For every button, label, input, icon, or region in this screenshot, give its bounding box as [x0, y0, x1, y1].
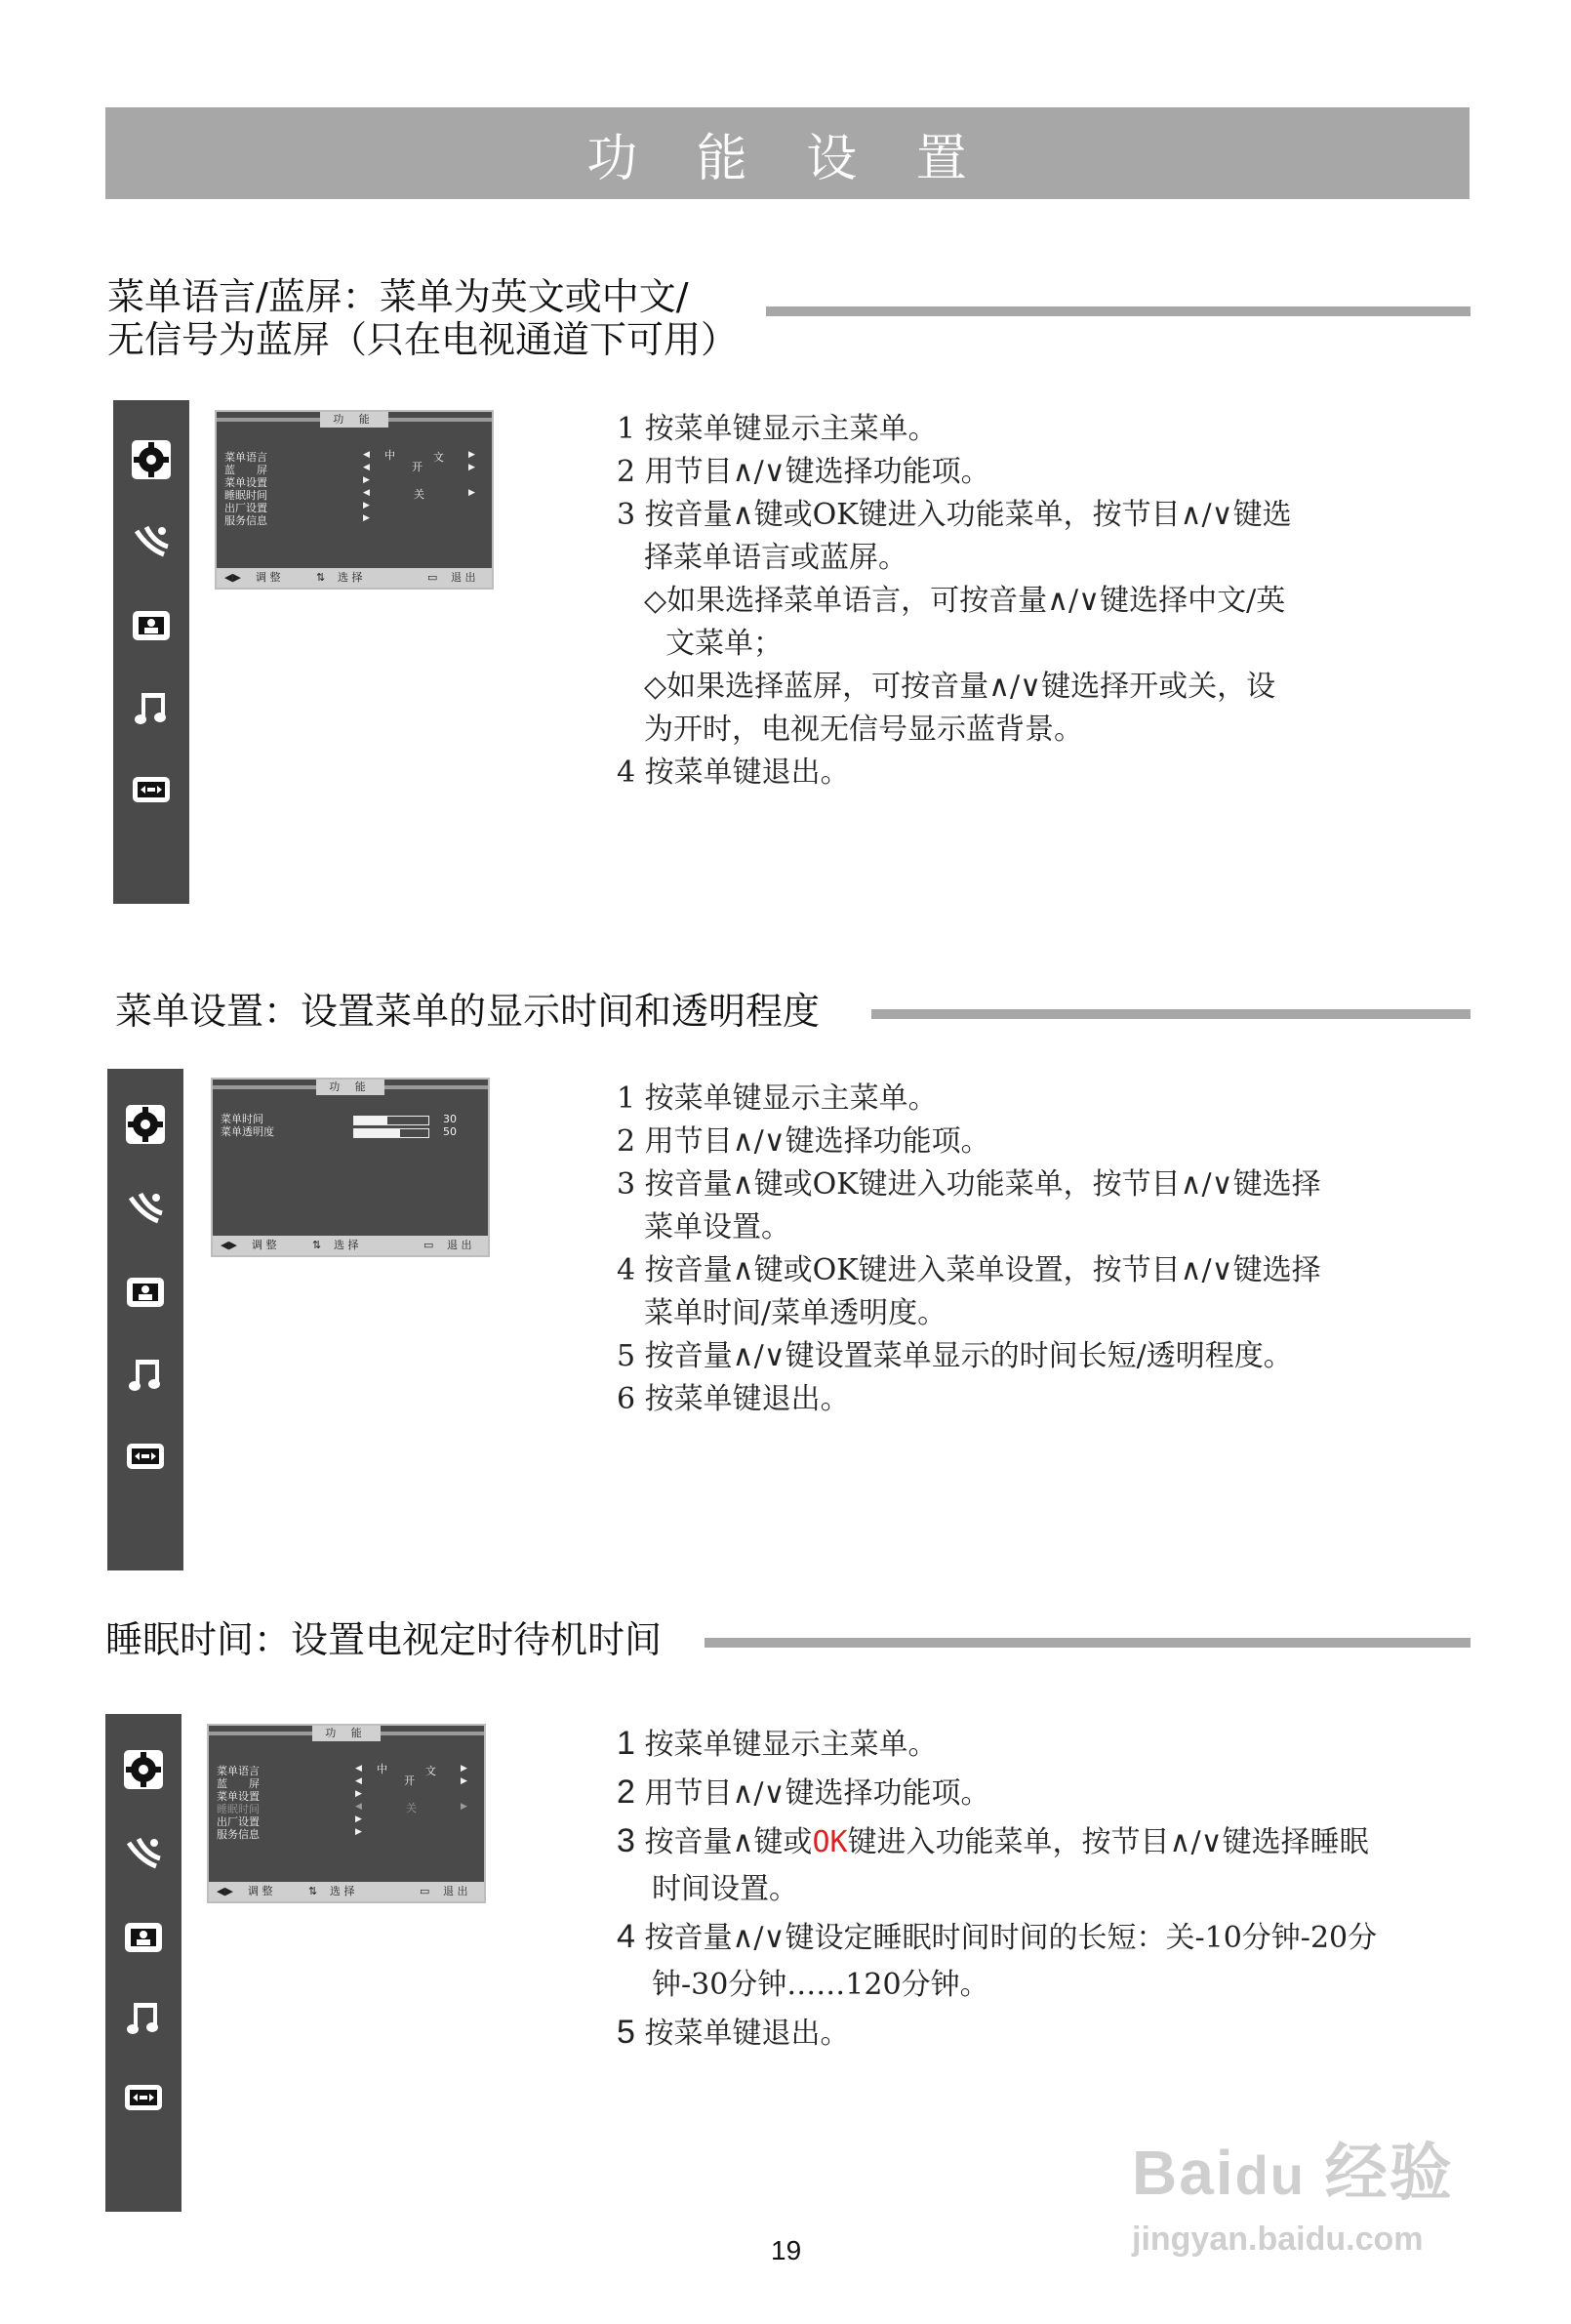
- section1-steps: [617, 408, 1475, 795]
- step-text: 钟-30分钟……120分钟。: [652, 1968, 989, 2002]
- page-title: 功 能 设 置: [586, 129, 988, 188]
- menu-time-value: 30: [443, 1113, 457, 1125]
- up-down-arrows-icon: ⇅: [316, 571, 326, 584]
- osd-value-on: 开: [412, 461, 423, 473]
- osd-value-chinese-a: 中: [377, 1763, 387, 1775]
- step-text: 键进入功能菜单，按节目∧/∨键选择睡眠: [847, 1825, 1369, 1859]
- step-text: 时间设置。: [652, 1872, 798, 1906]
- menu-time-slider[interactable]: [353, 1116, 429, 1125]
- right-arrow-icon[interactable]: ▶: [468, 463, 475, 472]
- section3-rule: [705, 1638, 1470, 1648]
- step-text: 3 按音量∧键或OK键进入功能菜单，按节目∧/∨键选择: [617, 1167, 1321, 1202]
- osd-value-chinese-b: 文: [425, 1765, 436, 1777]
- picture-icon: [121, 1268, 170, 1317]
- left-right-arrows-icon: ◀▶: [221, 1239, 237, 1251]
- picture-icon: [119, 1913, 168, 1962]
- osd-item-menu-setting[interactable]: 菜单设置: [224, 476, 267, 489]
- osd-item-menu-language[interactable]: 菜单语言: [217, 1765, 260, 1777]
- osd-item-blue-screen[interactable]: 蓝 屏: [224, 464, 267, 476]
- music-note-icon: [127, 683, 176, 732]
- section3-menu-sidebar: [105, 1714, 181, 2212]
- osd-footer-adjust: 调 整: [248, 1885, 273, 1897]
- osd-value-chinese-a: 中: [384, 449, 395, 462]
- step-1: [617, 1720, 1475, 1769]
- section2-steps: [617, 1078, 1475, 1421]
- step-2: [617, 1769, 1475, 1817]
- step-text: 2 用节目∧/∨键选择功能项。: [617, 455, 990, 489]
- right-arrow-icon[interactable]: ▶: [461, 1802, 467, 1812]
- section2-heading: 菜单设置：设置菜单的显示时间和透明程度: [115, 990, 821, 1033]
- gear-icon: [119, 1745, 168, 1794]
- step-text: 择菜单语言或蓝屏。: [644, 541, 907, 575]
- step-5: [617, 2009, 1475, 2058]
- osd-item-factory-reset[interactable]: 出厂设置: [217, 1815, 260, 1828]
- signal-icon: [119, 1829, 168, 1878]
- osd-item-menu-language[interactable]: 菜单语言: [224, 451, 267, 464]
- osd-footer-exit: 退 出: [443, 1885, 468, 1897]
- step-number: 3: [617, 1822, 635, 1859]
- step-text: 按菜单键显示主菜单。: [644, 1728, 938, 1762]
- section2-osd-menu: [211, 1078, 490, 1257]
- gear-icon: [127, 435, 176, 484]
- left-arrow-icon[interactable]: ◀: [355, 1776, 362, 1786]
- right-arrow-icon[interactable]: ▶: [468, 488, 475, 498]
- osd-value-off: 关: [406, 1802, 417, 1814]
- right-arrow-icon[interactable]: ▶: [461, 1764, 467, 1774]
- osd-value-chinese-b: 文: [433, 451, 444, 464]
- step-number: 2: [617, 1774, 635, 1811]
- step-number: 4: [617, 1918, 635, 1955]
- osd-title: 功 能: [320, 412, 388, 428]
- step-text: 为开时，电视无信号显示蓝背景。: [644, 713, 1083, 747]
- step-text: 文菜单；: [665, 627, 783, 661]
- osd-footer-select: 选 择: [334, 1239, 359, 1251]
- music-note-icon: [119, 1993, 168, 2042]
- step-text: 菜单设置。: [644, 1210, 790, 1244]
- function-icon: [121, 1432, 170, 1481]
- osd-footer: [217, 568, 492, 588]
- music-note-icon: [121, 1350, 170, 1399]
- right-arrow-icon[interactable]: ▶: [355, 1827, 362, 1837]
- left-arrow-icon[interactable]: ◀: [363, 450, 370, 460]
- section2-menu-sidebar: [107, 1069, 183, 1570]
- step-text: 4 按音量∧键或OK键进入菜单设置，按节目∧/∨键选择: [617, 1253, 1321, 1287]
- signal-icon: [127, 517, 176, 566]
- step-number: 5: [617, 2014, 635, 2051]
- right-arrow-icon[interactable]: ▶: [363, 501, 370, 510]
- osd-footer-exit: 退 出: [451, 571, 476, 584]
- step-number: 1: [617, 1725, 635, 1762]
- gear-icon: [121, 1100, 170, 1149]
- section1-menu-sidebar: [113, 400, 189, 904]
- left-right-arrows-icon: ◀▶: [217, 1885, 233, 1897]
- section1-rule: [766, 306, 1470, 316]
- section2-rule: [871, 1009, 1470, 1019]
- right-arrow-icon[interactable]: ▶: [355, 1789, 362, 1799]
- osd-item-sleep-time[interactable]: 睡眠时间: [224, 489, 267, 502]
- osd-item-sleep-time[interactable]: 睡眠时间: [217, 1803, 260, 1815]
- right-arrow-icon[interactable]: ▶: [363, 475, 370, 485]
- osd-title: 功 能: [316, 1080, 384, 1095]
- step-text: 用节目∧/∨键选择功能项。: [644, 1776, 990, 1811]
- osd-item-menu-setting[interactable]: 菜单设置: [217, 1790, 260, 1803]
- osd-value-on: 开: [404, 1774, 415, 1787]
- step-text: 5 按音量∧/∨键设置菜单显示的时间长短/透明程度。: [617, 1339, 1293, 1373]
- step-text: 菜单时间/菜单透明度。: [644, 1296, 947, 1330]
- osd-footer-adjust: 调 整: [252, 1239, 277, 1251]
- left-arrow-icon[interactable]: ◀: [363, 463, 370, 472]
- menu-transparency-slider-fill: [354, 1129, 400, 1137]
- section1-heading-line1: 菜单语言/蓝屏：菜单为英文或中文/: [107, 275, 689, 318]
- left-right-arrows-icon: ◀▶: [224, 571, 241, 584]
- osd-item-menu-transparency[interactable]: 菜单透明度: [221, 1125, 274, 1138]
- step-4: [617, 1913, 1475, 1962]
- osd-footer-select: 选 择: [338, 571, 363, 584]
- step-text: 按音量∧/∨键设定睡眠时间时间的长短：关-10分钟-20分: [644, 1921, 1378, 1955]
- osd-footer-select: 选 择: [330, 1885, 355, 1897]
- menu-transparency-slider[interactable]: [353, 1128, 429, 1138]
- baidu-logo-watermark: Baidu 经验: [1132, 2138, 1454, 2208]
- watermark-url: jingyan.baidu.com: [1132, 2221, 1424, 2258]
- step-text: 4 按菜单键退出。: [617, 755, 850, 790]
- left-arrow-icon[interactable]: ◀: [355, 1764, 362, 1774]
- ok-key-text: OK: [812, 1825, 848, 1859]
- section1-heading-line2: 无信号为蓝屏（只在电视通道下可用）: [107, 318, 739, 361]
- osd-item-service-info[interactable]: 服务信息: [224, 514, 267, 527]
- signal-icon: [121, 1184, 170, 1233]
- menu-time-slider-fill: [354, 1117, 387, 1124]
- section3-steps: [617, 1720, 1475, 2058]
- up-down-arrows-icon: ⇅: [312, 1239, 322, 1251]
- right-arrow-icon[interactable]: ▶: [363, 513, 370, 523]
- step-text: 2 用节目∧/∨键选择功能项。: [617, 1124, 990, 1159]
- section3-heading: 睡眠时间：设置电视定时待机时间: [105, 1618, 663, 1661]
- page-number: 19: [771, 2235, 802, 2265]
- osd-footer-exit: 退 出: [447, 1239, 472, 1251]
- up-down-arrows-icon: ⇅: [308, 1885, 318, 1897]
- step-text: 6 按菜单键退出。: [617, 1382, 850, 1416]
- step-text: 3 按音量∧键或OK键进入功能菜单，按节目∧/∨键选: [617, 498, 1292, 532]
- step-text: ◇如果选择菜单语言，可按音量∧/∨键选择中文/英: [644, 584, 1286, 618]
- osd-item-menu-time[interactable]: 菜单时间: [221, 1113, 263, 1125]
- page-title-banner: [105, 107, 1470, 199]
- section1-heading: [107, 275, 738, 361]
- function-icon: [119, 2073, 168, 2122]
- picture-icon: [127, 601, 176, 650]
- step-text: 按菜单键退出。: [644, 2017, 850, 2051]
- menu-key-icon: ▭: [423, 1239, 434, 1251]
- osd-item-factory-reset[interactable]: 出厂设置: [224, 502, 267, 514]
- left-arrow-icon[interactable]: ◀: [355, 1802, 362, 1812]
- osd-value-off: 关: [414, 488, 424, 501]
- right-arrow-icon[interactable]: ▶: [468, 450, 475, 460]
- osd-item-blue-screen[interactable]: 蓝 屏: [217, 1777, 260, 1790]
- right-arrow-icon[interactable]: ▶: [461, 1776, 467, 1786]
- step-text: 1 按菜单键显示主菜单。: [617, 412, 938, 446]
- menu-transparency-value: 50: [443, 1125, 457, 1138]
- right-arrow-icon[interactable]: ▶: [355, 1814, 362, 1824]
- osd-footer: [213, 1236, 488, 1255]
- osd-item-service-info[interactable]: 服务信息: [217, 1828, 260, 1841]
- menu-key-icon: ▭: [420, 1885, 430, 1897]
- step-text: 按音量∧键或: [644, 1825, 813, 1859]
- step-text: 1 按菜单键显示主菜单。: [617, 1081, 938, 1116]
- section3-osd-menu: [207, 1724, 486, 1903]
- function-icon: [127, 765, 176, 814]
- step-3: [617, 1817, 1475, 1866]
- step-text: ◇如果选择蓝屏，可按音量∧/∨键选择开或关，设: [644, 670, 1276, 704]
- section1-osd-menu: [215, 410, 494, 590]
- osd-footer-adjust: 调 整: [256, 571, 281, 584]
- menu-key-icon: ▭: [427, 571, 438, 584]
- osd-title: 功 能: [312, 1726, 381, 1741]
- osd-footer: [209, 1882, 484, 1901]
- left-arrow-icon[interactable]: ◀: [363, 488, 370, 498]
